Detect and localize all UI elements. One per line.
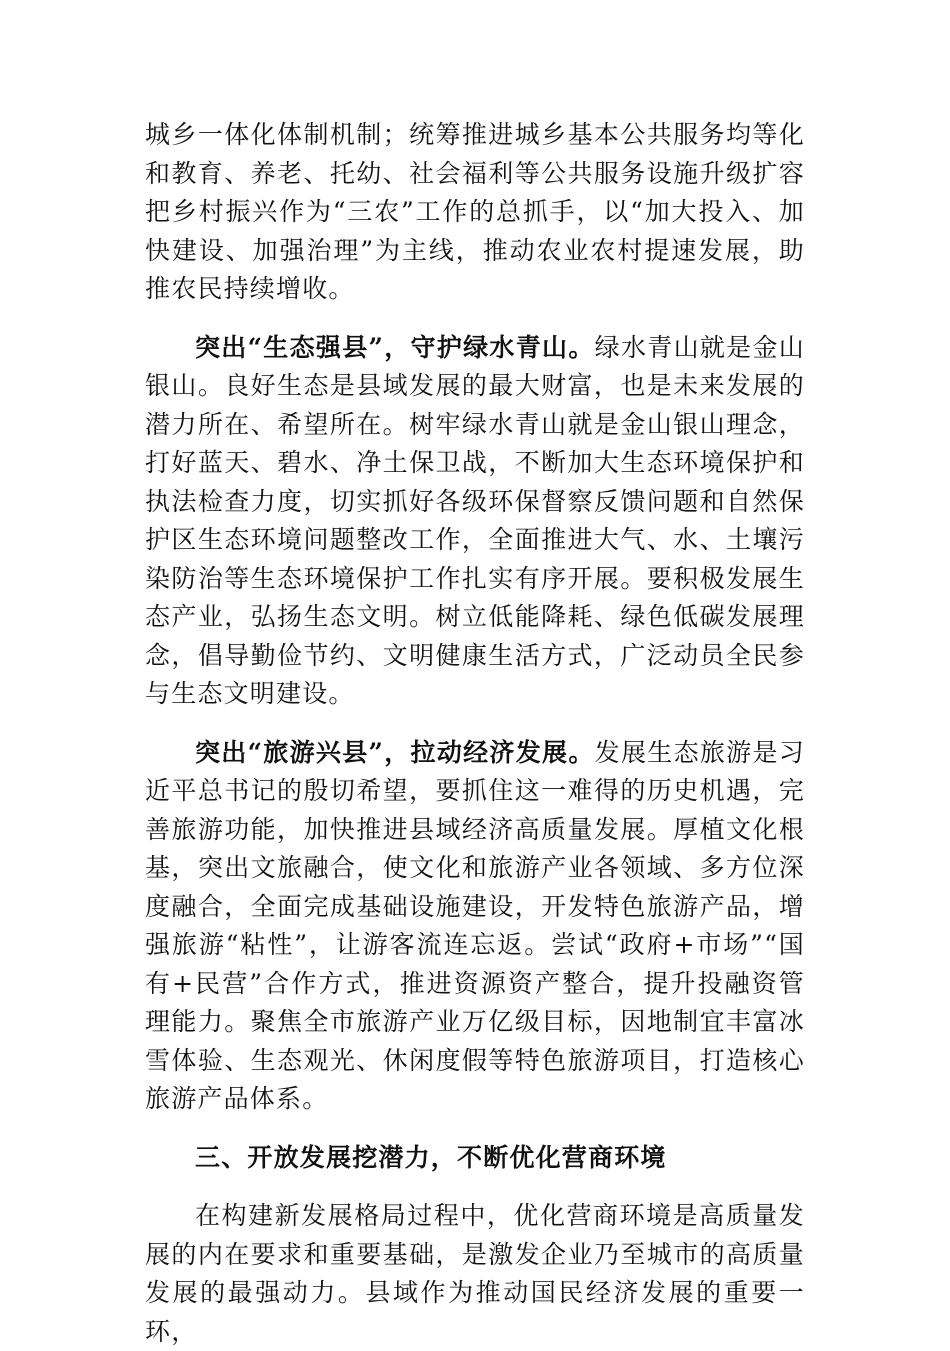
paragraph-text: 绿水青山就是金山银山。良好生态是县域发展的最大财富，也是未来发展的潜力所在、希望所在。树牢绿水青山就是金山银山理念，打好蓝天、碧水、净土保卫战，不断加大生态环境保护和执法检查力度，切实抓好各级环保督察反馈问题和自然保护区生态环境问题整改工作，全面推进大气、水、土壤污染防治等生态环境保护工作扎实有序开展。要积极发展生态产业，弘扬生态文明。树立低能降耗、绿色低碳发展理念，倡导勤俭节约、文明健康生活方式，广泛动员全民参与生态文明建设。 [145, 332, 805, 708]
document-page [145, 116, 805, 1351]
paragraph-text: 城乡一体化体制机制；统筹推进城乡基本公共服务均等化和教育、养老、托幼、社会福利等公共服务设施升级扩容把乡村振兴作为“三农”工作的总抓手，以“加大投入、加快建设、加强治理”为主线，推动农业农村提速发展，助推农民持续增收。 [145, 120, 805, 303]
paragraph-business-environment [145, 1197, 805, 1351]
paragraph-tourism [145, 734, 805, 1119]
paragraph-lead: 突出“生态强县”，守护绿水青山。 [195, 332, 595, 362]
paragraph-rural-integration [145, 116, 805, 309]
paragraph-lead: 突出“旅游兴县”，拉动经济发展。 [195, 737, 595, 767]
paragraph-ecology [145, 329, 805, 714]
paragraph-text: 发展生态旅游是习近平总书记的殷切希望，要抓住这一难得的历史机遇，完善旅游功能，加快推进县域经济高质量发展。厚植文化根基，突出文旅融合，使文化和旅游产业各领域、多方位深度融合，全面完成基础设施建设，开发特色旅游产品，增强旅游“粘性”，让游客流连忘返。尝试“政府+市场”“国有+民营”合作方式，推进资源资产整合，提升投融资管理能力。聚焦全市旅游产业万亿级目标，因地制宜丰富冰雪体验、生态观光、休闲度假等特色旅游项目，打造核心旅游产品体系。 [145, 737, 805, 1113]
paragraph-text: 在构建新发展格局过程中，优化营商环境是高质量发展的内在要求和重要基础，是激发企业乃至城市的高质量发展的最强动力。县域作为推动国民经济发展的重要一环， [145, 1201, 805, 1346]
section-heading: 三、开放发展挖潜力，不断优化营商环境 [195, 1142, 667, 1172]
